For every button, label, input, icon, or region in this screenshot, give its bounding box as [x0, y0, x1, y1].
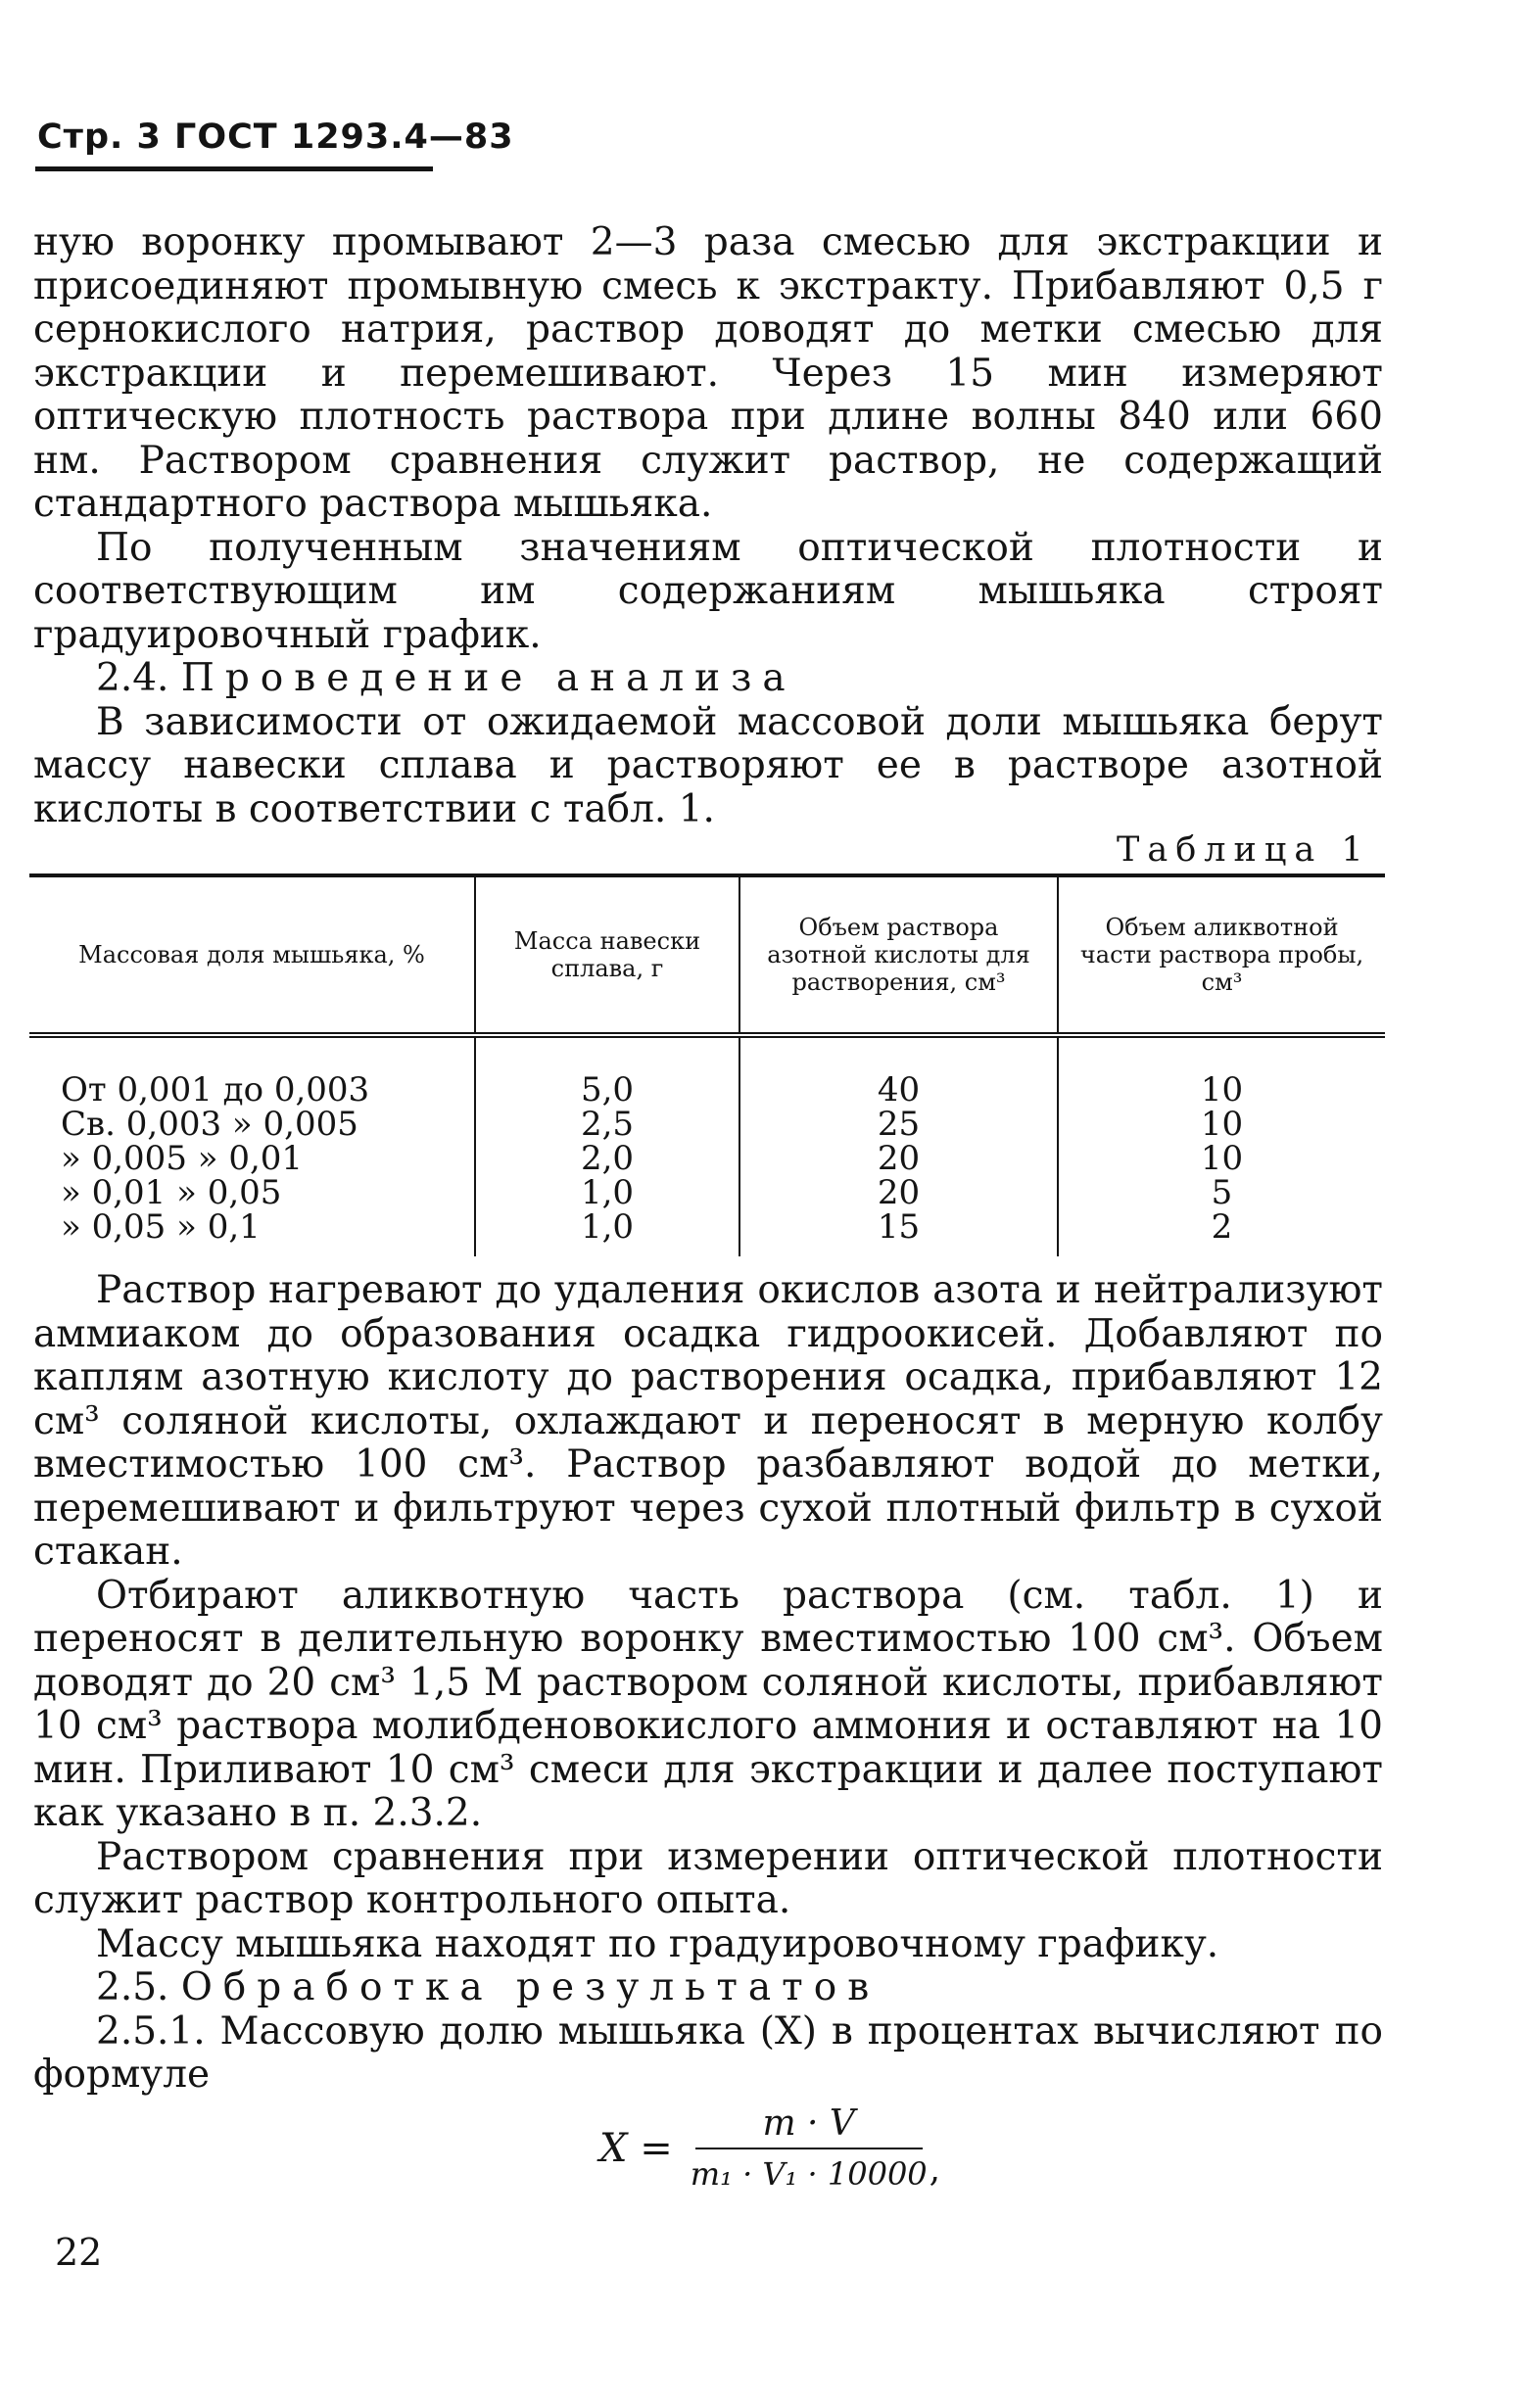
section-title: Обработка результатов	[180, 1965, 881, 2009]
text-block-bottom	[33, 1269, 1383, 2098]
formula-comma: ,	[929, 2149, 941, 2190]
table-cell: » 0,05 » 0,1	[61, 1207, 261, 1247]
table-1	[29, 873, 1385, 1256]
paragraph: Раствор нагревают до удаления окислов азота и нейтрализуют аммиаком до образования осадка гидроокисей. Добавляют по каплям азотную кислоту до растворения осадка, прибавляют 12 см³ соляной кислоты, охлаждают и переносят в мерную колбу вместимостью 100 см³. Раствор разбавляют водой до метки, перемешивают и фильтруют через сухой плотный фильтр в сухой стакан.	[33, 1268, 1383, 1574]
formula-fraction	[691, 2103, 928, 2193]
column-header: Объем аликвотной части раствора пробы, см³	[1058, 875, 1385, 1035]
table-cell: 2,5	[580, 1105, 635, 1144]
text-block-top	[33, 221, 1383, 831]
table-header-row	[29, 875, 1385, 1035]
column-header: Массовая доля мышьяка, %	[78, 941, 425, 968]
formula-denominator: m₁ · V₁ · 10000	[690, 2155, 928, 2193]
table-cell: 10	[1200, 1139, 1244, 1178]
table-cell: 2,0	[580, 1139, 635, 1178]
formula-lhs: X =	[599, 2125, 673, 2171]
section-number: 2.5.	[96, 1965, 169, 2009]
table-body	[29, 1035, 1385, 1256]
table-column-sample-mass	[475, 1035, 739, 1256]
table-cell: 20	[877, 1139, 921, 1178]
table-column-acid-volume	[739, 1035, 1058, 1256]
section-number: 2.4.	[96, 656, 169, 700]
table-cell: 40	[877, 1070, 921, 1110]
table-cell: От 0,001 до 0,003	[61, 1070, 370, 1110]
table-column-aliquot-volume	[1058, 1035, 1385, 1256]
table-cell: 10	[1200, 1105, 1244, 1144]
page-number: 22	[55, 2231, 103, 2274]
table-cell: 5,0	[580, 1070, 635, 1110]
table-cell: 15	[877, 1207, 921, 1247]
paragraph: 2.5.1. Массовую долю мышьяка (X) в процентах вычисляют по формуле	[33, 2008, 1383, 2097]
table-caption: Таблица 1	[1117, 830, 1371, 870]
paragraph: Массу мышьяка находят по градуировочному графику.	[96, 1921, 1219, 1966]
section-title: Проведение анализа	[180, 656, 796, 700]
table-cell: 2	[1211, 1207, 1233, 1247]
paragraph: ную воронку промывают 2—3 раза смесью для экстракции и присоединяют промывную смесь к экстракту. Прибавляют 0,5 г сернокислого натрия, раствор доводят до метки смесью для экстракции и перемешивают. Через 15 мин измеряют оптическую плотность раствора при длине волны 840 или 660 нм. Раствором сравнения служит раствор, не содержащий стандартного раствора мышьяка.	[33, 220, 1383, 526]
header-rule	[35, 166, 433, 171]
formula	[599, 2103, 940, 2193]
paragraph: По полученным значениям оптической плотности и соответствующим им содержаниям мышьяка строят градуировочный график.	[33, 525, 1383, 657]
table-cell: 10	[1200, 1070, 1244, 1110]
table-cell: » 0,01 » 0,05	[61, 1173, 282, 1212]
column-header: Объем раствора азотной кислоты для растворения, см³	[739, 875, 1058, 1035]
paragraph: Отбирают аликвотную часть раствора (см. табл. 1) и переносят в делительную воронку вместимостью 100 см³. Объем доводят до 20 см³ 1,5 М раствором соляной кислоты, прибавляют 10 см³ раствора молибденовокислого аммония и оставляют на 10 мин. Приливают 10 см³ смеси для экстракции и далее поступают как указано в п. 2.3.2.	[33, 1573, 1383, 1835]
table-column-mass-fraction	[29, 1035, 475, 1256]
table-cell: 20	[877, 1173, 921, 1212]
table-cell: 5	[1211, 1173, 1233, 1212]
section-heading	[33, 657, 1383, 701]
paragraph: В зависимости от ожидаемой массовой доли мышьяка берут массу навески сплава и растворяют ее в растворе азотной кислоты в соответствии с табл. 1.	[33, 699, 1383, 831]
paragraph: Раствором сравнения при измерении оптической плотности служит раствор контрольного опыта.	[33, 1834, 1383, 1922]
page-header: Стр. 3 ГОСТ 1293.4—83	[37, 118, 514, 157]
section-heading	[33, 1966, 1383, 2010]
table-cell: 1,0	[580, 1173, 635, 1212]
table-cell: 25	[877, 1105, 921, 1144]
formula-numerator: m · V	[762, 2103, 855, 2144]
table-cell: Св. 0,003 » 0,005	[61, 1105, 358, 1144]
table-cell: » 0,005 » 0,01	[61, 1139, 304, 1178]
table-cell: 1,0	[580, 1207, 635, 1247]
column-header: Масса навески сплава, г	[475, 875, 739, 1035]
